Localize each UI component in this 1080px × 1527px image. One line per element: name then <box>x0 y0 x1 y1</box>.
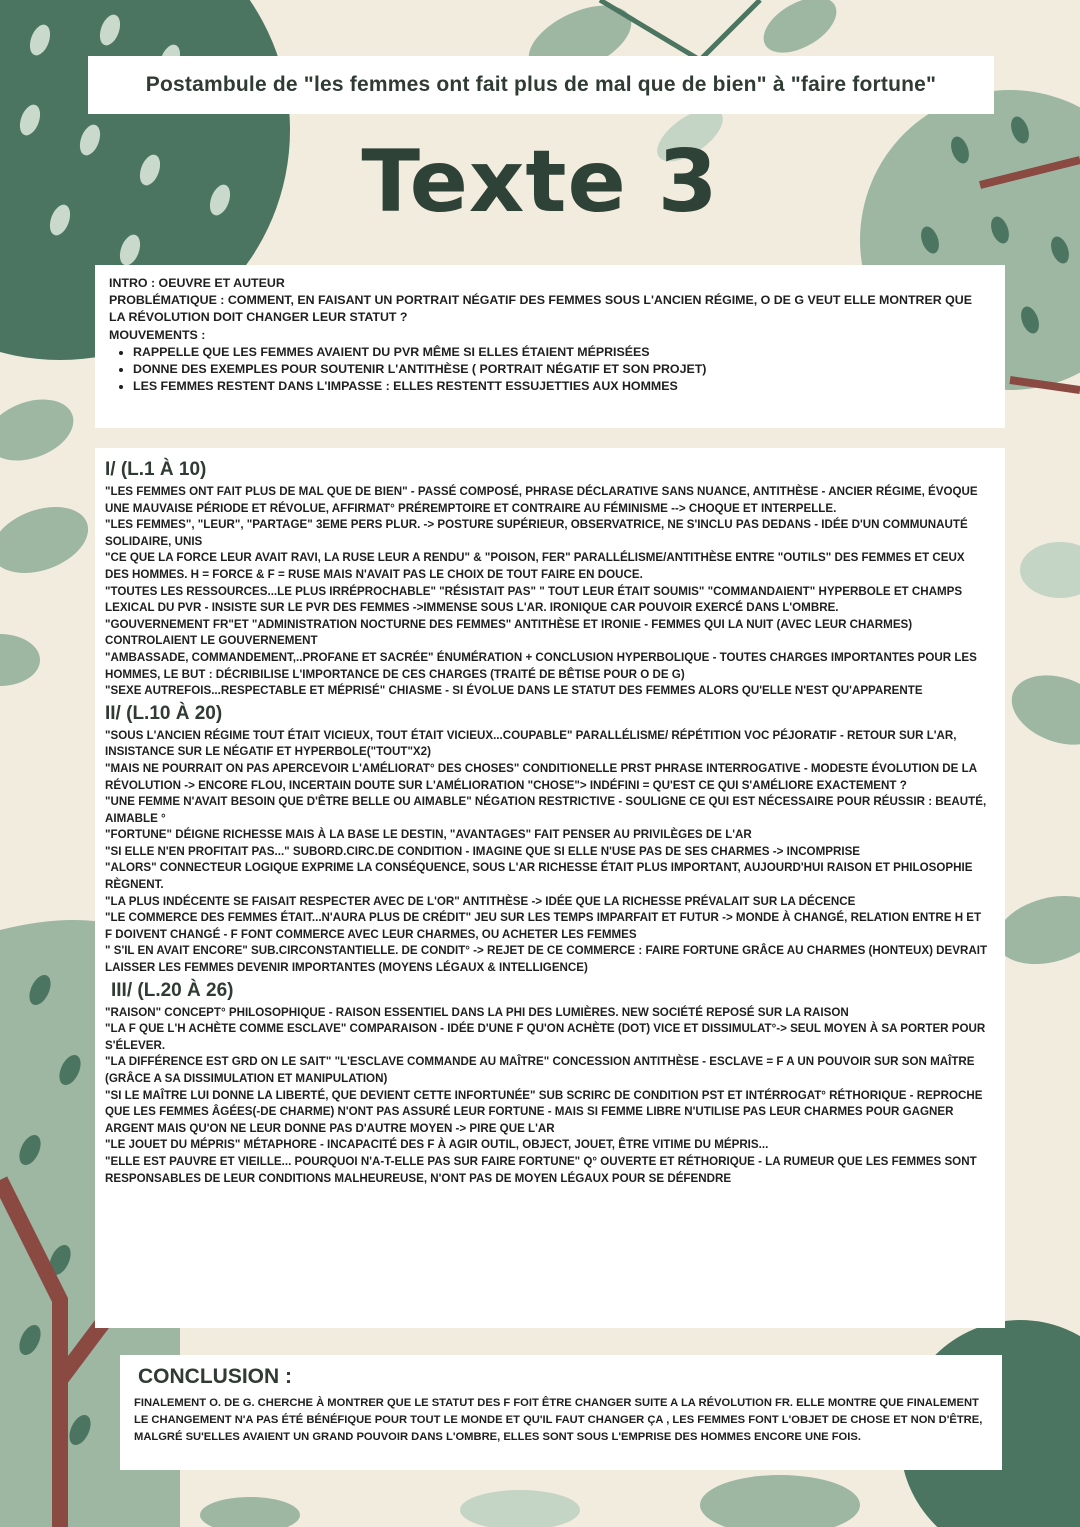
section-3-line: "LE JOUET DU MÉPRIS" MÉTAPHORE - INCAPACITÉ DES F À AGIR OUTIL, OBJECT, JOUET, ÊTRE VITIME DU MÉPRIS... <box>105 1138 769 1152</box>
section-3-line: "LA DIFFÉRENCE EST GRD ON LE SAIT" "L'ESCLAVE COMMANDE AU MAÎTRE" CONCESSION ANTITHÈSE - ESCLAVE = F A UN POUVOIR SUR SON MAÎTRE (GRÂCE A SA DISSIMULATION ET MANIPULATION) <box>105 1055 975 1085</box>
section-3-line: "RAISON" CONCEPT° PHILOSOPHIQUE - RAISON ESSENTIEL DANS LA PHI DES LUMIÈRES. NEW SOCIÉTÉ REPOSÉ SUR LA RAISON <box>105 1005 849 1019</box>
movement-item: • DONNE DES EXEMPLES POUR SOUTENIR L'ANTITHÈSE ( PORTRAIT NÉGATIF ET SON PROJET) <box>133 361 989 378</box>
section-2-line: "SI ELLE N'EN PROFITAIT PAS..." SUBORD.CIRC.DE CONDITION - IMAGINE QUE SI ELLE N'USE PAS DE SES CHARMES -> INCOMPRISE <box>105 844 861 858</box>
section-3-line: "LA F QUE L'H ACHÈTE COMME ESCLAVE" COMPARAISON - IDÉE D'UNE F QU'ON ACHÈTE (DOT) VICE ET DISSIMULAT°-> SEUL MOYEN À SA PORTER POUR S'ÉLEVER. <box>105 1022 986 1052</box>
subtitle-text: Postambule de "les femmes ont fait plus de mal que de bien" à "faire fortune" <box>145 73 937 96</box>
movement-item: • RAPPELLE QUE LES FEMMES AVAIENT DU PVR MÊME SI ELLES ÉTAIENT MÉPRISÉES <box>133 344 989 361</box>
movements-label: MOUVEMENTS : <box>109 327 206 342</box>
section-3-line: "SI LE MAÎTRE LUI DONNE LA LIBERTÉ, QUE DEVIENT CETTE INFORTUNÉE" SUB SCRIRC DE CONDITION PST ET INTÉRROGAT° RÉTHORIQUE - REPROCHE QUE LES FEMMES ÂGÉES(-DE CHARME) N'ONT PAS ASSURÉ LEUR FORTUNE - MAIS SI FEMME LIBRE N'UTILISE PAS LEUR CHARMES POUR GAGNER ARGENT MAIS QU'ON NE LEUR DONNE PAS D'AUTRE MOYEN -> PIRE QUE L'AR <box>105 1088 983 1135</box>
section-2-line: "UNE FEMME N'AVAIT BESOIN QUE D'ÊTRE BELLE OU AIMABLE" NÉGATION RESTRICTIVE - SOULIGNE CE QUI EST NÉCESSAIRE POUR RÉUSSIR : BEAUTÉ, AIMABLE ° <box>105 795 987 825</box>
section-2-line: "LA PLUS INDÉCENTE SE FAISAIT RESPECTER AVEC DE L'OR" ANTITHÈSE -> IDÉE QUE LA RICHESSE PRÉVALAIT SUR LA DÉCENCE <box>105 894 856 908</box>
section-2-line: "ALORS" CONNECTEUR LOGIQUE EXPRIME LA CONSÉQUENCE, SOUS L'AR RICHESSE ÉTAIT PLUS IMPORTANT, AUJOURD'HUI RAISON ET PHILOSOPHIE RÈGNENT. <box>105 861 973 892</box>
section-1-line: "SEXE AUTREFOIS...RESPECTABLE ET MÉPRISÉ" CHIASME - SI ÉVOLUE DANS LE STATUT DES FEMMES ALORS QU'ELLE N'EST QU'APPARENTE <box>105 684 923 698</box>
section-1-line: "GOUVERNEMENT FR"ET "ADMINISTRATION NOCTURNE DES FEMMES" ANTITHÈSE ET IRONIE - FEMMES QUI LA NUIT (AVEC LEUR CHARMES) CONTROLAIENT LE GOUVERNEMENT <box>105 617 913 648</box>
section-1-line: "AMBASSADE, COMMANDEMENT,..PROFANE ET SACRÉE" ÉNUMÉRATION + CONCLUSION HYPERBOLIQUE - TOUTES CHARGES IMPORTANTES POUR LES HOMMES, LE BUT : DÉCRIBILISE L'IMPORTANCE DE CES CHARGES (TRAITÉ DE BÊTISE POUR O DE G) <box>105 650 977 681</box>
problematic-text: PROBLÉMATIQUE : COMMENT, EN FAISANT UN PORTRAIT NÉGATIF DES FEMMES SOUS L'ANCIEN RÉGIME, O DE G VEUT ELLE MONTRER QUE LA RÉVOLUTION DOIT CHANGER LEUR STATUT ? <box>109 293 972 325</box>
conclusion-card <box>120 1355 1002 1470</box>
section-1-line: "TOUTES LES RESSOURCES...LE PLUS IRRÉPROCHABLE" "RÉSISTAIT PAS" " TOUT LEUR ÉTAIT SOUMIS" "COMMANDAIENT" HYPERBOLE ET CHAMPS LEXICAL DU PVR - INSISTE SUR LE PVR DES FEMMES ->IMMENSE SOUS L'AR. IRONIQUE CAR POUVOIR EXERCÉ DANS L'OMBRE. <box>105 584 963 615</box>
movement-item: • LES FEMMES RESTENT DANS L'IMPASSE : ELLES RESTENTT ESSUJETTIES AUX HOMMES <box>133 378 989 395</box>
section-title: III/ (L.20 À 26) <box>111 979 234 1001</box>
section-2-line: "FORTUNE" DÉIGNE RICHESSE MAIS À LA BASE LE DESTIN, "AVANTAGES" FAIT PENSER AU PRIVILÈGES DE L'AR <box>105 828 752 842</box>
subtitle-banner <box>88 56 994 114</box>
section-title: I/ (L.1 À 10) <box>105 459 207 480</box>
section-title: II/ (L.10 À 20) <box>105 702 223 724</box>
section-1-line: "CE QUE LA FORCE LEUR AVAIT RAVI, LA RUSE LEUR A RENDU" & "POISON, FER" PARALLÉLISME/ANTITHÈSE ENTRE "OUTILS" DES FEMMES ET CEUX DES HOMMES. H = FORCE & F = RUSE MAIS N'AVAIT PAS LE CHOIX DE TOUT FAIRE EN DOUCE. <box>105 551 965 581</box>
intro-card <box>95 265 1005 428</box>
section-2-line: "LE COMMERCE DES FEMMES ÉTAIT...N'AURA PLUS DE CRÉDIT" JEU SUR LES TEMPS IMPARFAIT ET FUTUR -> MONDE À CHANGÉ, RELATION ENTRE H ET F DOIVENT CHANGÉ - F FONT COMMERCE AVEC LEUR CHARMES, OU ACHETER LES FEMMES <box>105 911 982 941</box>
movements-list <box>109 344 989 396</box>
intro-line: INTRO : OEUVRE ET AUTEUR <box>109 276 285 290</box>
section-1-line: "LES FEMMES", "LEUR", "PARTAGE" 3EME PERS PLUR. -> POSTURE SUPÉRIEUR, OBSERVATRICE, NE S'INCLU PAS DEDANS - IDÉE D'UN COMMUNAUTÉ SOLIDAIRE, UNIS <box>105 518 968 548</box>
section-2-line: " S'IL EN AVAIT ENCORE" SUB.CIRCONSTANTIELLE. DE CONDIT° -> REJET DE CE COMMERCE : FAIRE FORTUNE GRÂCE AU CHARMES (HONTEUX) DEVRAIT LAISSER LES FEMMES DEVENIR IMPORTANTES (MOYENS LÉGAUX & INTELLIGENCE) <box>105 944 988 975</box>
analysis-card <box>95 448 1005 1328</box>
section-2-line: "MAIS NE POURRAIT ON PAS APERCEVOIR L'AMÉLIORAT° DES CHOSES" CONDITIONELLE PRST PHRASE INTERROGATIVE - MODESTE ÉVOLUTION DE LA RÉVOLUTION -> ENCORE FLOU, INCERTAIN DOUTE SUR L'AMÉLIORATION "CHOSE"> INDÉFINI = QU'EST CE QUI S'AMÉLIORE EXACTEMENT ? <box>105 761 977 792</box>
section-2-line: "SOUS L'ANCIEN RÉGIME TOUT ÉTAIT VICIEUX, TOUT ÉTAIT VICIEUX...COUPABLE" PARALLÉLISME/ RÉPÉTITION VOC PÉJORATIF - RETOUR SUR L'AR, INSISTANCE SUR LE NÉGATIF ET HYPERBOLE("TOUT"X2) <box>105 728 957 759</box>
conclusion-text: FINALEMENT O. DE G. CHERCHE À MONTRER QUE LE STATUT DES F FOIT ÊTRE CHANGER SUITE A LA RÉVOLUTION FR. ELLE MONTRE QUE FINALEMENT LE CHANGEMENT N'A PAS ÉTÉ BÉNÉFIQUE POUR TOUT LE MONDE ET QU'IL FAUT CHANGER ÇA , LES FEMMES FONT L'OBJET DE CHOSE ET NON D'ÊTRE, MALGRÉ SU'ELLES AVAIENT UN GRAND POUVOIR DANS L'OMBRE, ELLES SONT SOUS L'EMPRISE DES HOMMES ENCORE UNE FOIS. <box>134 1397 983 1443</box>
conclusion-title: CONCLUSION : <box>138 1365 292 1388</box>
page-title: Texte 3 <box>361 132 719 232</box>
section-1-line: "LES FEMMES ONT FAIT PLUS DE MAL QUE DE BIEN" - PASSÉ COMPOSÉ, PHRASE DÉCLARATIVE SANS NUANCE, ANTITHÈSE - ANCIER RÉGIME, ÉVOQUE UNE MAUVAISE PÉRIODE ET RÉVOLUE, AFFIRMAT° PRÉREMPTOIRE ET CONTRAIRE AU FÉMINISME --> CHOQUE ET INTERPELLE. <box>105 485 978 515</box>
section-3-line: "ELLE EST PAUVRE ET VIEILLE... POURQUOI N'A-T-ELLE PAS SUR FAIRE FORTUNE" Q° OUVERTE ET RÉTHORIQUE - LA RUMEUR QUE LES FEMMES SONT RESPONSABLES DE LEUR CONDITIONS MALHEUREUSE, N'ONT PAS DE MOYEN LÉGAUX POUR SE DÉFENDRE <box>105 1154 977 1185</box>
